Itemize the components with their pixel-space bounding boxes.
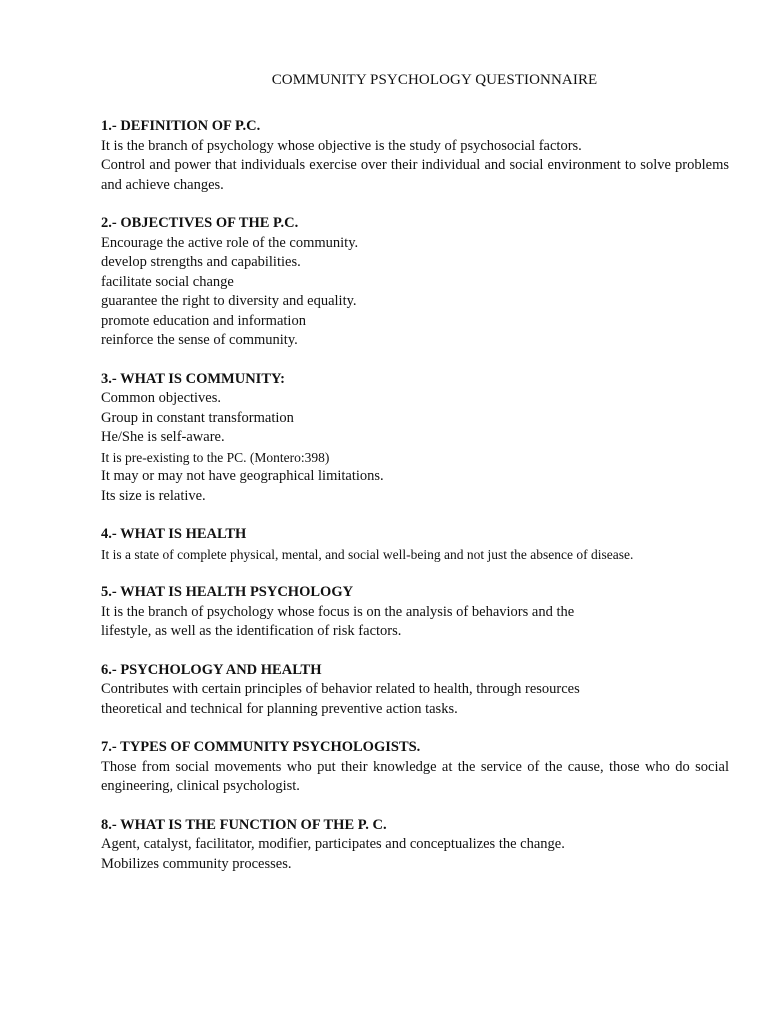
section-line: Encourage the active role of the community. bbox=[101, 234, 359, 251]
section-definition bbox=[101, 117, 729, 195]
section-line: Contributes with certain principles of behavior related to health, through resources bbox=[101, 681, 580, 697]
section-line: It is the branch of psychology whose focus is on the analysis of behaviors and the bbox=[101, 603, 575, 620]
section-line: guarantee the right to diversity and equality. bbox=[101, 293, 357, 309]
section-heading: 5.- WHAT IS HEALTH PSYCHOLOGY bbox=[101, 584, 354, 600]
document-title: COMMUNITY PSYCHOLOGY QUESTIONNAIRE bbox=[271, 72, 598, 88]
section-community bbox=[101, 370, 729, 507]
section-line: reinforce the sense of community. bbox=[101, 332, 298, 348]
section-paragraph: Control and power that individuals exercise over their individual and social environment to solve problems and achieve changes. bbox=[101, 157, 729, 193]
section-line: Agent, catalyst, facilitator, modifier, participates and conceptualizes the change. bbox=[101, 836, 565, 852]
section-heading: 1.- DEFINITION OF P.C. bbox=[101, 118, 261, 134]
section-heading: 6.- PSYCHOLOGY AND HEALTH bbox=[101, 661, 322, 678]
section-line: develop strengths and capabilities. bbox=[101, 254, 301, 270]
section-function bbox=[101, 816, 729, 875]
section-line: He/She is self-aware. bbox=[101, 429, 225, 445]
section-line: It is pre-existing to the PC. (Montero:398) bbox=[101, 449, 330, 465]
section-line: It is a state of complete physical, mental, and social well-being and not just the absence of disease. bbox=[101, 546, 634, 562]
section-health-psychology bbox=[101, 583, 729, 642]
section-line: Its size is relative. bbox=[101, 487, 206, 504]
section-line: lifestyle, as well as the identification of risk factors. bbox=[101, 623, 402, 639]
section-health bbox=[101, 525, 729, 564]
section-heading: 7.- TYPES OF COMMUNITY PSYCHOLOGISTS. bbox=[101, 739, 421, 755]
section-objectives bbox=[101, 214, 729, 351]
section-types-of-psychologists bbox=[101, 738, 729, 797]
section-line: Mobilizes community processes. bbox=[101, 855, 292, 872]
section-line: facilitate social change bbox=[101, 273, 234, 290]
document-page bbox=[101, 70, 729, 893]
section-paragraph: Those from social movements who put their knowledge at the service of the cause, those who do social engineering, clinical psychologist. bbox=[101, 758, 729, 794]
section-heading: 2.- OBJECTIVES OF THE P.C. bbox=[101, 215, 299, 231]
section-heading: 3.- WHAT IS COMMUNITY: bbox=[101, 370, 285, 387]
section-line: Group in constant transformation bbox=[101, 409, 294, 426]
section-line: It may or may not have geographical limitations. bbox=[101, 468, 384, 484]
section-line: It is the branch of psychology whose objective is the study of psychosocial factors. bbox=[101, 137, 582, 154]
section-line: Common objectives. bbox=[101, 390, 222, 406]
section-heading: 4.- WHAT IS HEALTH bbox=[101, 526, 247, 542]
section-line: theoretical and technical for planning preventive action tasks. bbox=[101, 700, 458, 717]
section-psychology-and-health bbox=[101, 661, 729, 720]
section-line: promote education and information bbox=[101, 312, 306, 329]
section-heading: 8.- WHAT IS THE FUNCTION OF THE P. C. bbox=[101, 816, 387, 833]
